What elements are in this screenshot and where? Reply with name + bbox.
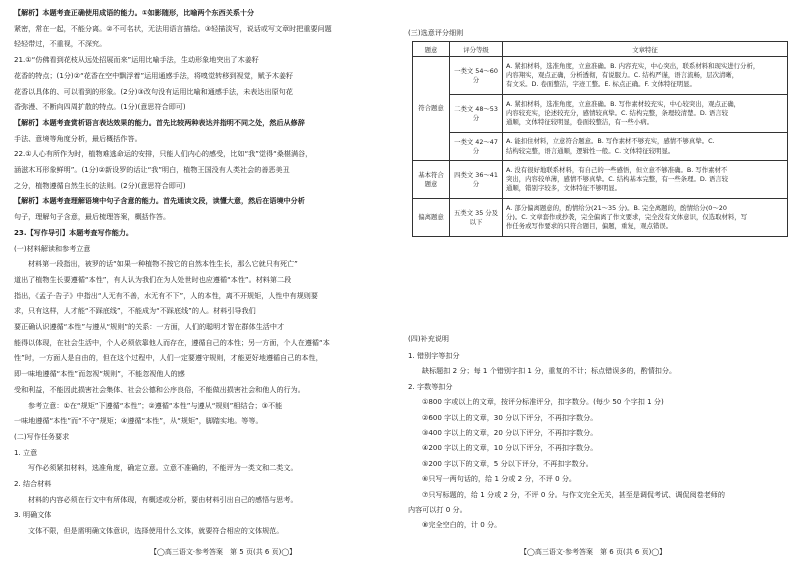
features-cell (503, 133, 788, 161)
left-text-line: 手法、意境等角度分析，最后概括作答。 (14, 134, 142, 143)
table-row (413, 57, 788, 95)
supplementary-line: 内容可以打 0 分。 (408, 505, 467, 514)
left-text-line: 【解析】本题考查理解语境中句子含意的能力。首先通读文段，读懂大意，然后在语境中分析 (14, 196, 305, 205)
features-cell (503, 161, 788, 199)
supplementary-line: ⑦只写标题的，给 1 分或 2 分，不评 0 分。与作文完全无关，甚至是调侃考试、调侃阅卷老师的 (422, 490, 725, 499)
left-text-line: (二)写作任务要求 (14, 432, 70, 441)
feature-line: A. 部分偏离题意的，酌情给分(21～35 分)。B. 完全离题的，酌情给分(0～20 (506, 203, 727, 212)
feature-line: 通顺，文体特征较明显，卷面较整洁，有一些小病。 (506, 118, 653, 127)
left-text-line: 【解析】本题考查正确使用成语的能力。①如影随形，比喻两个东西关系十分 (14, 8, 255, 17)
left-text-line: 文体不限，但是需明确文体意识，选择使用什么文体，就要符合相应的文体规范。 (28, 526, 284, 535)
left-text-line: 受和利益，不能因此损害社会集体、社会公德和公序良俗，不能做出损害社会和他人的行为。 (14, 385, 305, 394)
topic-fit-cell: 符合题意 (413, 57, 450, 161)
left-text-line: 21.①“仿佛看到花枝从远处招展而来”运用比喻手法，生动形象地突出了木姜籽 (14, 55, 259, 64)
scoring-section-title: (三)选意评分细则 (408, 28, 464, 37)
table-header-cell: 评分等级 (450, 42, 503, 57)
left-text-line: 1. 立意 (14, 448, 38, 457)
feature-line: A. 没有很好地联系材料，有自己的一些感悟，但立意不够准确。B. 写作素材不 (506, 165, 728, 174)
feature-line: A. 能扣住材料，立意符合题意。B. 写作素材不够充实，感情不够真挚。C. (506, 137, 715, 146)
left-text-line: 涵滋木耳形象鲜明”。(1分)②新设罗的话让“我”明白，植物王国没有人类社会的善恶美丑 (14, 165, 290, 174)
left-text-line: 之分，植物遵循自然生长的法则。(2分)(意思符合即可) (14, 181, 186, 190)
left-page (14, 0, 392, 565)
left-text-line: 紧密，常在一起，不能分离。②不可名状，无法用语言描绘。③轻描淡写，说话或写文章时把重要问题 (14, 24, 332, 33)
supplementary-line: ⑤200 字以下的文章，5 分以下评分，不再扣字数分。 (422, 459, 593, 468)
feature-line: 结构较完整，语言通顺，逻辑性一般。C. 文体特征较明显。 (506, 146, 675, 155)
features-cell (503, 57, 788, 95)
scoring-table (412, 41, 788, 237)
features-cell (503, 95, 788, 133)
grade-cell: 四类文 36～41 分 (450, 161, 503, 199)
supplementary-line: ④200 字以上的文章，10 分以下评分，不再扣字数分。 (422, 443, 598, 452)
table-header-cell: 题意 (413, 42, 450, 57)
left-text-line: 材料第一段指出，被罗的话“如果一种植物不按它的自然本性生长，那么它就只有死亡” (28, 259, 298, 268)
left-text-line: 2. 结合材料 (14, 479, 52, 488)
left-text-line: 要正确认识遵循“本性”与遵从“规则”的关系：一方面，人们的聪明才智在群体生活中才 (14, 322, 285, 331)
left-text-line: 轻轻带过，不重视，不深究。 (14, 39, 107, 48)
left-text-line: 一味地遵循“本性”而“不守”规矩；④遵循“本性”，从“规矩”，脚踏实地。等等。 (14, 416, 263, 425)
supplementary-line: ②600 字以上的文章，30 分以下评分，不再扣字数分。 (422, 413, 598, 422)
left-text-line: 材料的内容必须在行文中有所体现，有概述或分析，要由材料引出自己的感悟与思考。 (28, 495, 298, 504)
left-text-line: 22.①人心有所作为时，植物难逃命运的安排，只能人们内心的感受，比如“我”觉得“桑椹满谷， (14, 149, 313, 158)
table-header-cell: 文章特征 (503, 42, 788, 57)
feature-line: 内容较充实，论述较充分，感情较真挚。C. 结构完整，条理较清楚。D. 语言较 (506, 108, 729, 117)
left-text-line: 花香以具体的、可以看到的形象。(2分)③改句没有运用比喻和通感手法，未表达出原句花 (14, 87, 293, 96)
supplementary-line: ⑥只写一两句话的，给 1 分或 2 分，不评 0 分。 (422, 474, 577, 483)
grade-cell: 一类文 54～60 分 (450, 57, 503, 95)
grade-cell: 五类文 35 分及以下 (450, 199, 503, 237)
left-footer: 【◯高三语文·参考答案 第 5 页(共 6 页)◯】 (150, 548, 297, 556)
left-text-line: 能得以体现，在社会生活中，个人必须依靠他人而存在，遵循自己的本性；另一方面，个人在遵循“本 (14, 338, 330, 347)
topic-fit-cell: 基本符合题意 (413, 161, 450, 199)
left-text-line: 参考立意：①在“规矩”下遵循“本性”；②遵循“本性”与遵从“规则”相结合；③不能 (28, 401, 283, 410)
topic-fit-cell: 偏离题意 (413, 199, 450, 237)
feature-line: 作任务或写作要求的只符合题目，偏题，重复，观点错误。 (506, 222, 673, 231)
left-text-line: 指出，《孟子·告子》中指出“人无有不善，水无有不下”，人的本性，离不开规矩，人性中有规则要 (14, 291, 318, 300)
features-cell (503, 199, 788, 237)
supplementary-line: ⑧完全空白的，计 0 分。 (422, 520, 502, 529)
feature-line: 有文采。D. 卷面整洁，字迹工整。E. 标点正确。F. 文体特征明显。 (506, 80, 696, 89)
left-text-line: 花香的特点；(1分)②“花香在空中飘浮着”运用通感手法，将嗅觉转移到视觉，赋予木姜籽 (14, 71, 294, 80)
left-text-line: 道出了植物生长要遵循“本性”，有人认为我们在为人处世时也应遵循“本性”。材料第二段 (14, 275, 292, 284)
feature-line: 内容翔实，观点正确，分析透彻，有说服力。C. 结构严谨，语言流畅，层次清晰， (506, 70, 739, 79)
left-text-line: 句子，理解句子含意，最后梳理答案，概括作答。 (14, 212, 171, 221)
feature-line: 通顺，错别字较多，文体特征不够明显。 (506, 184, 622, 193)
supplementary-title: (四)补充说明 (408, 334, 450, 343)
right-footer: 【◯高三语文·参考答案 第 6 页(共 6 页)◯】 (520, 548, 667, 556)
left-text-line: 求，只有这样，人才能“不踩底线”，不能成为“不踩底线”的人。材料引导我们 (14, 306, 256, 315)
left-text-line: 3. 明确文体 (14, 510, 52, 519)
grade-cell: 一类文 42～47 分 (450, 133, 503, 161)
table-row (413, 199, 788, 237)
table-row (413, 133, 788, 161)
supplementary-line: 缺标题扣 2 分；每 1 个错别字扣 1 分，重复的不计；标点错误多的，酌情扣分。 (422, 366, 677, 375)
left-text-line: 23.【写作导引】本题考查写作能力。 (14, 228, 133, 237)
feature-line: A. 紧扣材料，选准角度，立意准确。B. 写作素材较充实，中心较突出，观点正确， (506, 99, 741, 108)
feature-line: A. 紧扣材料，选准角度，立意准确。B. 内容充实，中心突出，联系材料和现实进行分析， (506, 61, 760, 70)
right-page (408, 0, 792, 565)
left-text-line: 香弥漫、不断向四周扩散的特点。(1分)(意思符合即可) (14, 102, 186, 111)
supplementary-line: ①800 字或以上的文章，按评分标准评分，扣字数分。(每少 50 个字扣 1 分) (422, 397, 664, 406)
feature-line: 分)。C. 文章套作或抄袭，完全偏离了作文要求，完全没有文体意识，仅选取材料，写 (506, 212, 748, 221)
supplementary-line: ③400 字以上的文章，20 分以下评分，不再扣字数分。 (422, 428, 598, 437)
left-text-line: 写作必须紧扣材料，选准角度，确定立意。立意不准确的，不能评为一类文和二类文。 (28, 463, 298, 472)
feature-line: 突出，内容较单薄，感情不够真挚。C. 结构基本完整，有一些条理。D. 语言较 (506, 174, 729, 183)
supplementary-line: 2. 字数等扣分 (408, 382, 453, 391)
supplementary-line: 1. 错别字等扣分 (408, 351, 460, 360)
table-row (413, 95, 788, 133)
grade-cell: 二类文 48～53 分 (450, 95, 503, 133)
left-text-line: 即一味地遵循“本性”而忽视“规则”，不能忽视他人的感 (14, 369, 185, 378)
left-text-line: 性”时，一方面人是自由的，但在这个过程中，人们一定要遵守规则，才能更好地遵循自己的本性， (14, 353, 323, 362)
table-row (413, 161, 788, 199)
left-text-line: (一)材料解读和参考立意 (14, 244, 91, 253)
left-text-line: 【解析】本题考查赏析语言表达效果的能力。首先比较两种表达并指明不同之处，然后从修辞 (14, 118, 305, 127)
